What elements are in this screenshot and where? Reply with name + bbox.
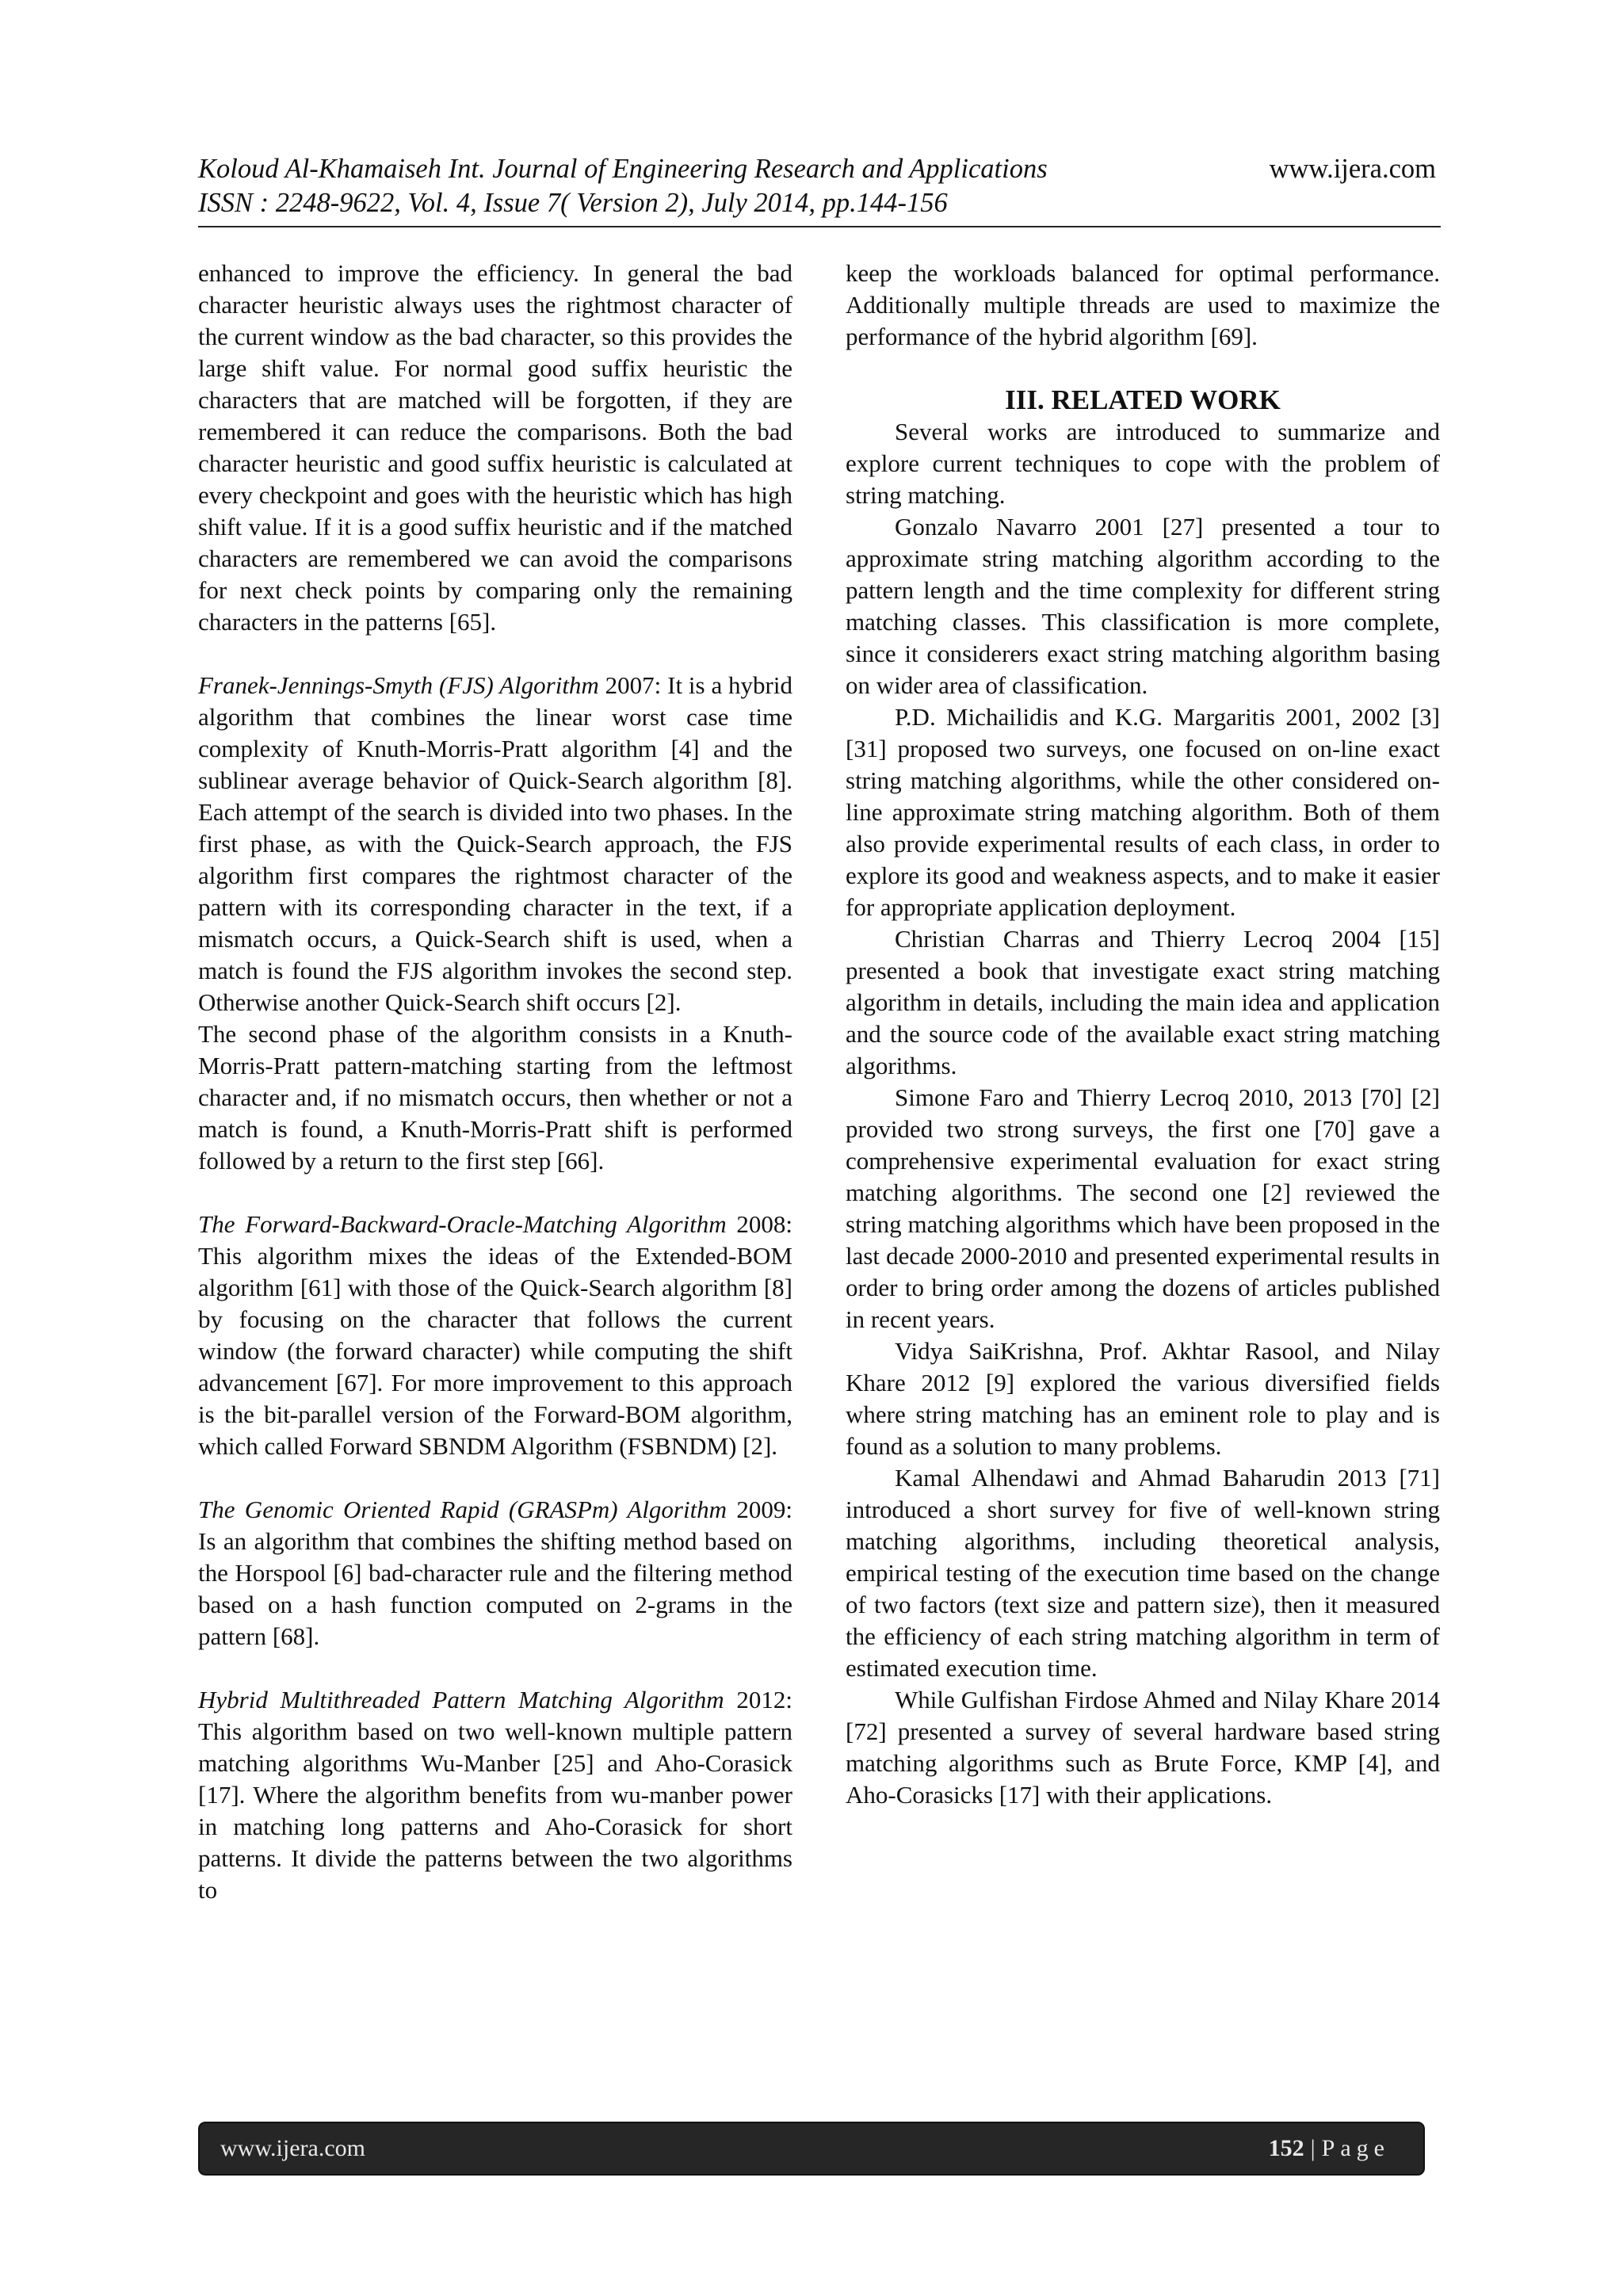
footer-separator: | — [1310, 2135, 1316, 2161]
right-column — [846, 258, 1440, 1811]
paragraph-fjs-second-phase: The second phase of the algorithm consists in a Knuth-Morris-Pratt pattern-matching starting from the leftmost character and, if no mismatch occurs, then whether or not a match is found, a Knuth-Morris-Pratt shift is performed followed by a return to the first step [66]. — [198, 1020, 792, 1175]
paragraph-ahmed: While Gulfishan Firdose Ahmed and Nilay Khare 2014 [72] presented a survey of several hardware based string matching algorithms such as Brute Force, KMP [4], and Aho-Corasicks [17] with their applications. — [846, 1686, 1440, 1809]
journal-title: Koloud Al-Khamaiseh Int. Journal of Engineering Research and Applications — [198, 154, 1048, 184]
paragraph-navarro: Gonzalo Navarro 2001 [27] presented a tour to approximate string matching algorithm according to the pattern length and the time complexity for different string matching classes. This classification is more complete, since it considerers exact string matching algorithm basing on wider area of classification. — [846, 513, 1440, 699]
section-heading-related-work: III. RELATED WORK — [1005, 384, 1281, 415]
paragraph-saikrishna: Vidya SaiKrishna, Prof. Akhtar Rasool, and Nilay Khare 2012 [9] explored the various diversified fields where string matching has an eminent role to play and is found as a solution to many problems. — [846, 1337, 1440, 1460]
paragraph-charras: Christian Charras and Thierry Lecroq 2004 [15] presented a book that investigate exact string matching algorithm in details, including the main idea and application and the source code of the available exact string matching algorithms. — [846, 925, 1440, 1079]
paragraph-graspm-text: 2009: Is an algorithm that combines the shifting method based on the Horspool [6] bad-character rule and the filtering method based on a hash function computed on 2-grams in the pattern [68]. — [198, 1496, 792, 1650]
paragraph-michailidis: P.D. Michailidis and K.G. Margaritis 2001, 2002 [3] [31] proposed two surveys, one focused on on-line exact string matching algorithms, while the other considered on-line approximate string matching algorithm. Both of them also provide experimental results of each class, in order to explore its good and weakness aspects, and to make it easier for appropriate application deployment. — [846, 703, 1440, 921]
paragraph-fbo-text: 2008: This algorithm mixes the ideas of the Extended-BOM algorithm [61] with those of the Quick-Search algorithm [8] by focusing on the character that follows the current window (the forward character) while computing the shift advancement [67]. For more improvement to this approach is the bit-parallel version of the Forward-BOM algorithm, which called Forward SBNDM Algorithm (FSBNDM) [2]. — [198, 1210, 792, 1460]
issn-line: ISSN : 2248-9622, Vol. 4, Issue 7( Version 2), July 2014, pp.144-156 — [198, 188, 948, 218]
algorithm-name-hybrid: Hybrid Multithreaded Pattern Matching Algorithm — [198, 1686, 724, 1713]
page-word: Page — [1321, 2135, 1390, 2161]
page-number-label — [1269, 2123, 1390, 2174]
header-website: www.ijera.com — [1269, 154, 1436, 184]
paragraph-hybrid-continued: keep the workloads balanced for optimal performance. Additionally multiple threads are used to maximize the performance of the hybrid algorithm [69]. — [846, 259, 1440, 350]
paragraph-graspm — [198, 1494, 792, 1652]
paragraph-fjs — [198, 670, 792, 1018]
paragraph-fbo — [198, 1209, 792, 1462]
paragraph-related-intro: Several works are introduced to summarize and explore current techniques to cope with the problem of string matching. — [846, 418, 1440, 509]
left-column — [198, 258, 792, 1906]
page-footer — [198, 2122, 1425, 2176]
page-number: 152 — [1268, 2135, 1304, 2161]
paragraph-alhendawi: Kamal Alhendawi and Ahmad Baharudin 2013 [71] introduced a short survey for five of well-known string matching algorithms, including theoretical analysis, empirical testing of the execution time based on the change of two factors (text size and pattern size), then it measured the efficiency of each string matching algorithm in term of estimated execution time. — [846, 1464, 1440, 1682]
algorithm-name-fjs: Franek-Jennings-Smyth (FJS) Algorithm — [198, 671, 599, 699]
footer-website: www.ijera.com — [220, 2135, 365, 2161]
paragraph-heuristics: enhanced to improve the efficiency. In general the bad character heuristic always uses the rightmost character of the current window as the bad character, so this provides the large shift value. For normal good suffix heuristic the characters that are matched will be forgotten, if they are remembered it can reduce the comparisons. Both the bad character heuristic and good suffix heuristic is calculated at every checkpoint and goes with the heuristic which has high shift value. If it is a good suffix heuristic and if the matched characters are remembered we can avoid the comparisons for next check points by comparing only the remaining characters in the patterns [65]. — [198, 259, 792, 636]
paragraph-hybrid — [198, 1684, 792, 1906]
algorithm-name-fbo: The Forward-Backward-Oracle-Matching Algorithm — [198, 1210, 727, 1238]
running-header — [198, 152, 1441, 220]
paragraph-faro: Simone Faro and Thierry Lecroq 2010, 2013 [70] [2] provided two strong surveys, the first one [70] gave a comprehensive experimental evaluation for exact string matching algorithms. The second one [2] reviewed the string matching algorithms which have been proposed in the last decade 2000-2010 and presented experimental results in order to bring order among the dozens of articles published in recent years. — [846, 1083, 1440, 1333]
algorithm-name-graspm: The Genomic Oriented Rapid (GRASPm) Algorithm — [198, 1496, 727, 1523]
paragraph-fjs-text: 2007: It is a hybrid algorithm that combines the linear worst case time complexity of Knuth-Morris-Pratt algorithm [4] and the sublinear average behavior of Quick-Search algorithm [8]. Each attempt of the search is divided into two phases. In the first phase, as with the Quick-Search approach, the FJS algorithm first compares the rightmost character of the pattern with its corresponding character in the text, if a mismatch occurs, a Quick-Search shift is used, when a match is found the FJS algorithm invokes the second step. Otherwise another Quick-Search shift occurs [2]. — [198, 671, 792, 1016]
paragraph-hybrid-text: 2012: This algorithm based on two well-known multiple pattern matching algorithms Wu-Manber [25] and Aho-Corasick [17]. Where the algorithm benefits from wu-manber power in matching long patterns and Aho-Corasick for short patterns. It divide the patterns between the two algorithms to — [198, 1686, 792, 1904]
header-rule — [198, 226, 1441, 227]
